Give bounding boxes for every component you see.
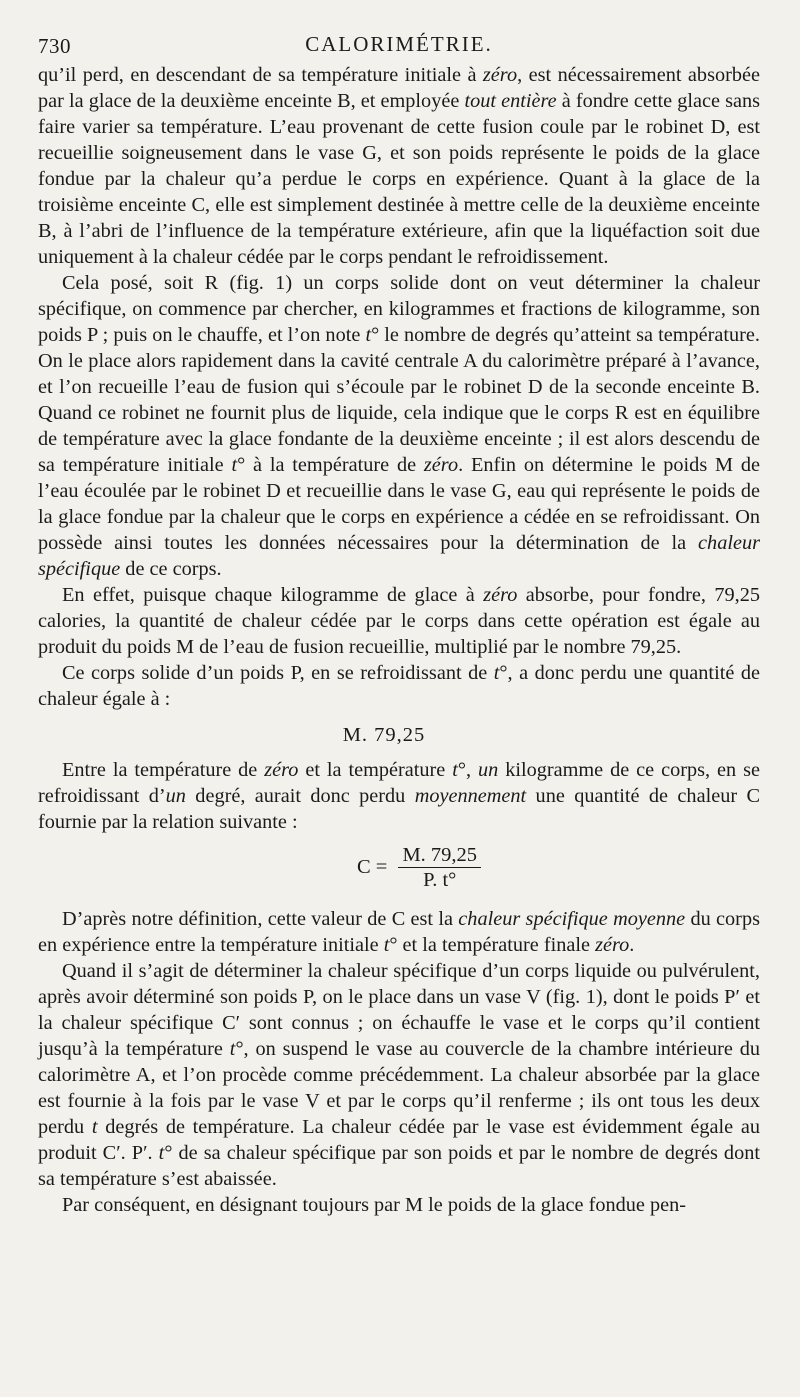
running-title: CALORIMÉTRIE. [305,32,493,56]
formula-specific-heat [78,843,760,892]
formula-denominator: P. t° [423,869,457,891]
paragraph-p1: qu’il perd, en descendant de sa température initiale à zéro, est nécessairement absorbée par la glace de la deuxième enceinte B, et employée tout entière à fondre cette glace sans faire varier sa température. L’eau provenant de cette fusion coule par le robinet D, est recueillie soigneusement dans le vase G, et son poids représente le poids de la glace fondue par la chaleur qu’a perdue le corps en expérience. Quant à la glace de la troisième enceinte C, elle est simplement destinée à mettre celle de la deuxième enceinte B, à l’abri de l’influence de la température extérieure, afin que la liquéfaction soit due uniquement à la chaleur cédée par le corps pendant le refroidissement. [38,64,760,268]
formula-numerator: M. 79,25 [398,843,481,868]
paragraph-p3: En effet, puisque chaque kilogramme de glace à zéro absorbe, pour fondre, 79,25 calories, la quantité de chaleur cédée par le corps dans cette opération est égale au produit du poids M de l’eau de fusion recueillie, multiplié par le nombre 79,25. [38,584,761,658]
formula-lhs: C = [356,856,388,878]
paragraph-p6: D’après notre définition, cette valeur de C est la chaleur spécifique moyenne du corps en expérience entre la température initiale t° et la température finale zéro. [38,908,760,956]
body-text [38,62,760,1218]
paragraph-p5: Entre la température de zéro et la température t°, un kilogramme de ce corps, en se refroidissant d’un degré, aurait donc perdu moyennement une quantité de chaleur C fournie par la relation suivante : [38,759,761,833]
text-block-b [38,757,760,835]
paragraph-p7: Quand il s’agit de déterminer la chaleur spécifique d’un corps liquide ou pulvérulent, après avoir déterminé son poids P, on le place dans un vase V (fig. 1), dont le poids P′ et la chaleur spécifique C′ sont connus ; on échauffe le vase et le corps qu’il contient jusqu’à la température t°, on suspend le vase au couvercle de la chambre intérieure du calorimètre A, et l’on procède comme précédemment. La chaleur absorbée par la glace est fournie à la fois par le vase V et par le corps qu’il renferme ; ils ont tous les deux perdu t degrés de température. La chaleur cédée par le vase est évidemment égale au produit C′. P′. t° de sa chaleur spécifique par son poids et par le nombre de degrés dont sa température s’est abaissée. [38,960,760,1190]
formula-fraction [398,843,481,892]
paragraph-p8: Par conséquent, en désignant toujours par M le poids de la glace fondue pen- [62,1194,687,1216]
page-number: 730 [38,34,71,58]
paragraph-p4: Ce corps solide d’un poids P, en se refroidissant de t°, a donc perdu une quantité de chaleur égale à : [38,662,760,710]
text-block-a [38,62,760,712]
formula-heat-lost: M. 79,25 [342,724,426,746]
page-header [38,28,760,62]
paragraph-p2: Cela posé, soit R (fig. 1) un corps solide dont on veut déterminer la chaleur spécifique, on commence par chercher, en kilogrammes et fractions de kilogramme, son poids P ; puis on le chauffe, et l’on note t° le nombre de degrés qu’atteint sa température. On le place alors rapidement dans la cavité centrale A du calorimètre préparé à l’avance, et l’on recueille l’eau de fusion qui s’écoule par le robinet D de la seconde enceinte B. Quand ce robinet ne fournit plus de liquide, cela indique que le corps R est en équilibre de température avec la glace fondante de la deuxième enceinte ; il est alors descendu de sa température initiale t° à la température de zéro. Enfin on détermine le poids M de l’eau écoulée par le robinet D et recueillie dans le vase G, eau qui représente le poids de la glace fondue par la chaleur que le corps en expérience a cédée en se refroidissant. On possède ainsi toutes les données nécessaires pour la détermination de la chaleur spécifique de ce corps. [38,272,761,580]
text-block-c [38,906,760,1218]
